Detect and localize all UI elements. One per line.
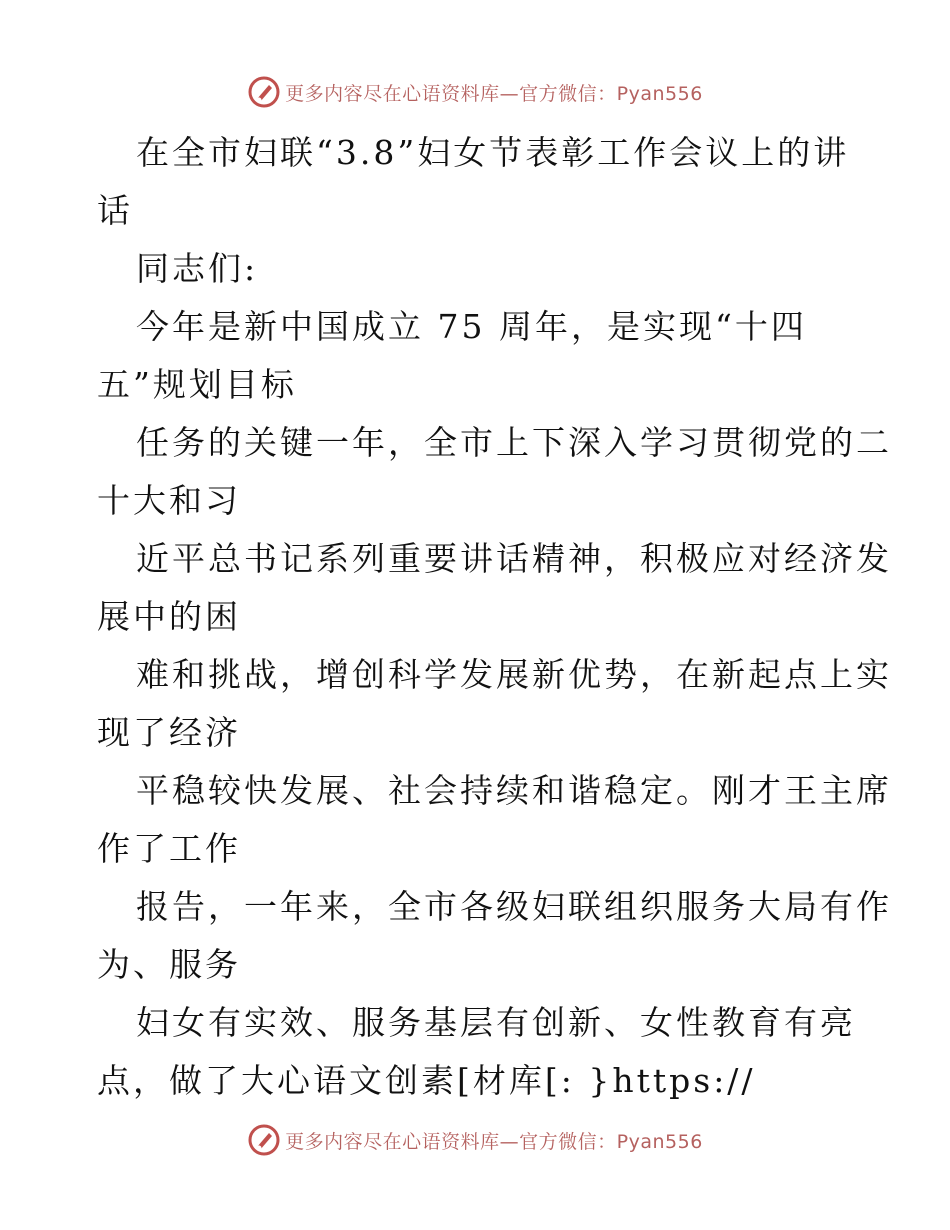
title-line-continued: 话 [97, 191, 133, 230]
header-banner-text: 更多内容尽在心语资料库—官方微信：Pyan556 [285, 82, 703, 105]
paragraph-line: 五”规划目标 [97, 365, 297, 404]
paragraph-line: 展中的困 [97, 597, 241, 636]
title-line: 在全市妇联“3.8”妇女节表彰工作会议上的讲 [136, 133, 850, 172]
paragraph-line: 今年是新中国成立 75 周年，是实现“十四 [136, 307, 807, 346]
pen-nib-logo-icon [247, 75, 281, 109]
paragraph-line: 十大和习 [97, 481, 241, 520]
pen-nib-logo-icon [247, 1123, 281, 1157]
paragraph-line: 作了工作 [97, 829, 241, 868]
footer-banner-text: 更多内容尽在心语资料库—官方微信：Pyan556 [285, 1130, 703, 1153]
paragraph-line: 报告，一年来，全市各级妇联组织服务大局有作 [136, 887, 892, 926]
paragraph-line: 现了经济 [97, 713, 241, 752]
paragraph-line: 近平总书记系列重要讲话精神，积极应对经济发 [136, 539, 892, 578]
paragraph-line: 平稳较快发展、社会持续和谐稳定。刚才王主席 [136, 771, 892, 810]
paragraph-line: 任务的关键一年，全市上下深入学习贯彻党的二 [136, 423, 892, 462]
paragraph-line: 难和挑战，增创科学发展新优势，在新起点上实 [136, 655, 892, 694]
document-body [97, 124, 892, 1110]
salutation: 同志们: [136, 249, 259, 288]
paragraph-line: 点，做了大心语文创素[材库[: }https:// [97, 1061, 756, 1100]
paragraph-line: 妇女有实效、服务基层有创新、女性教育有亮 [136, 1003, 856, 1042]
paragraph-line: 为、服务 [97, 945, 241, 984]
footer-banner [0, 1120, 950, 1160]
header-banner [0, 72, 950, 112]
